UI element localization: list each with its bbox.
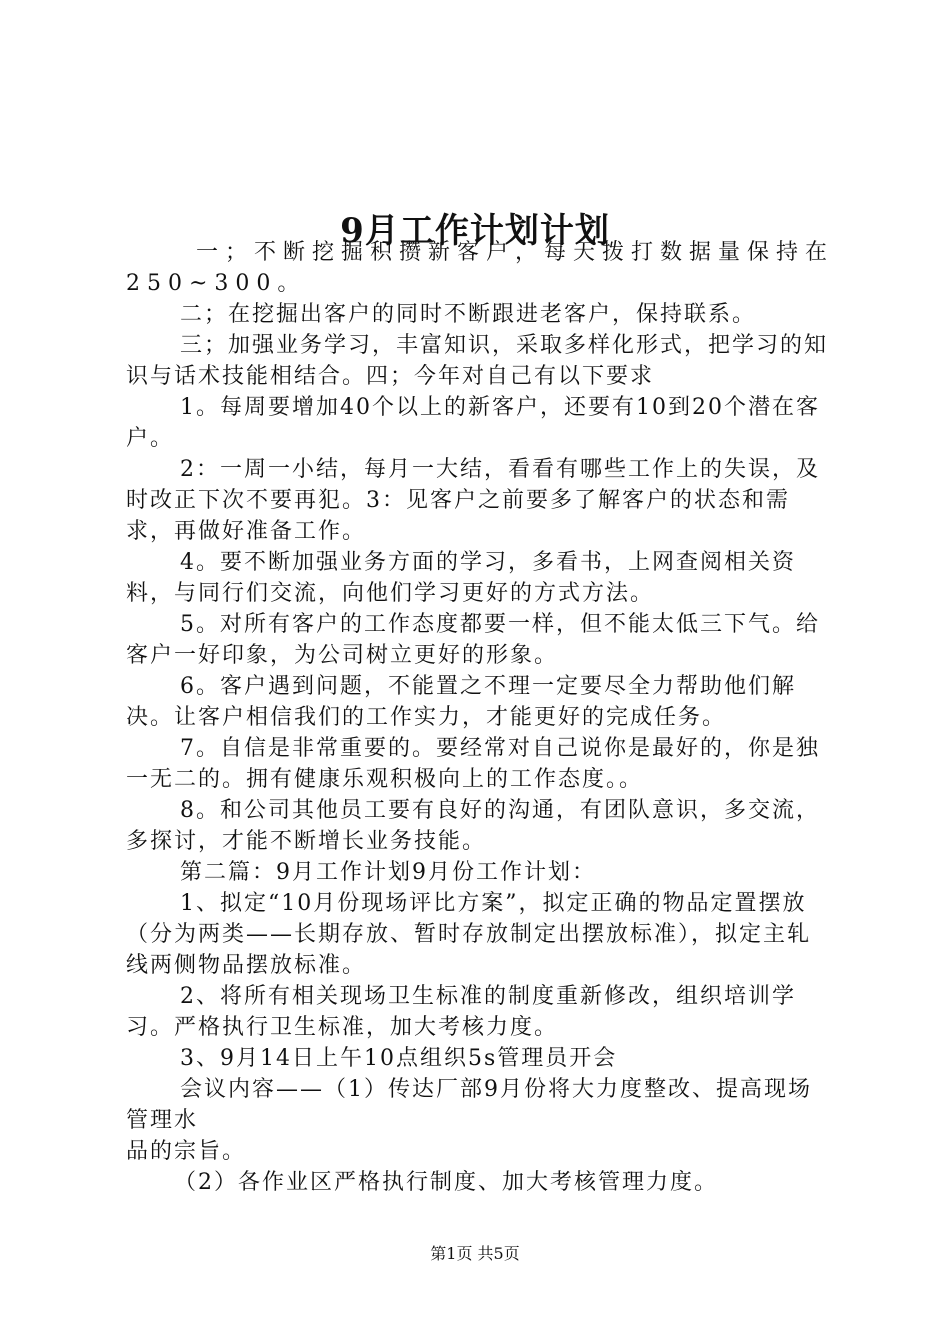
paragraph-15: 品的宗旨。 <box>126 1139 247 1164</box>
paragraph-11: 1、拟定“10月份现场评比方案”，拟定正确的物品定置摆放（分为两类——长期存放、暂时存放制定出摆放标准），拟定主轧线两侧物品摆放标准。 <box>126 891 812 978</box>
paragraph-14: 会议内容——（1）传达厂部9月份将大力度整改、提高现场管理水 <box>126 1077 812 1133</box>
paragraph-6: 4。要不断加强业务方面的学习，多看书，上网查阅相关资料，与同行们交流，向他们学习更好的方式方法。 <box>126 550 796 606</box>
paragraph-10: 8。和公司其他员工要有良好的沟通，有团队意识，多交流，多探讨，才能不断增长业务技能。 <box>126 798 820 854</box>
paragraph-7: 5。对所有客户的工作态度都要一样，但不能太低三下气。给客户一好印象，为公司树立更好的形象。 <box>126 612 820 668</box>
paragraph-4: 1。每周要增加40个以上的新客户，还要有10到20个潜在客户。 <box>126 395 820 451</box>
paragraph-2: 二；在挖掘出客户的同时不断跟进老客户，保持联系。 <box>180 302 757 327</box>
paragraph-1: 一；不断挖掘积攒新客户，每天拨打数据量保持在250~300。 <box>126 240 835 296</box>
paragraph-3: 三；加强业务学习，丰富知识，采取多样化形式，把学习的知识与话术技能相结合。四；今年对自己有以下要求 <box>126 333 829 389</box>
section-heading: 第二篇：9月工作计划9月份工作计划： <box>180 860 596 885</box>
paragraph-5: 2：一周一小结，每月一大结，看看有哪些工作上的失误，及时改正下次不要再犯。3：见客户之前要多了解客户的状态和需求，再做好准备工作。 <box>126 457 820 544</box>
document-title: 9月工作计划计划 <box>340 210 610 251</box>
paragraph-12: 2、将所有相关现场卫生标准的制度重新修改，组织培训学习。严格执行卫生标准，加大考核力度。 <box>126 984 796 1040</box>
paragraph-8: 6。客户遇到问题，不能置之不理一定要尽全力帮助他们解决。让客户相信我们的工作实力，才能更好的完成任务。 <box>126 674 796 730</box>
paragraph-13: 3、9月14日上午10点组织5s管理员开会 <box>180 1046 618 1071</box>
paragraph-9: 7。自信是非常重要的。要经常对自己说你是最好的，你是独一无二的。拥有健康乐观积极向上的工作态度。。 <box>126 736 820 792</box>
paragraph-16: （2）各作业区严格执行制度、加大考核管理力度。 <box>174 1170 718 1195</box>
document-body <box>126 237 834 1198</box>
page-footer: 第1页 共5页 <box>430 1244 520 1263</box>
